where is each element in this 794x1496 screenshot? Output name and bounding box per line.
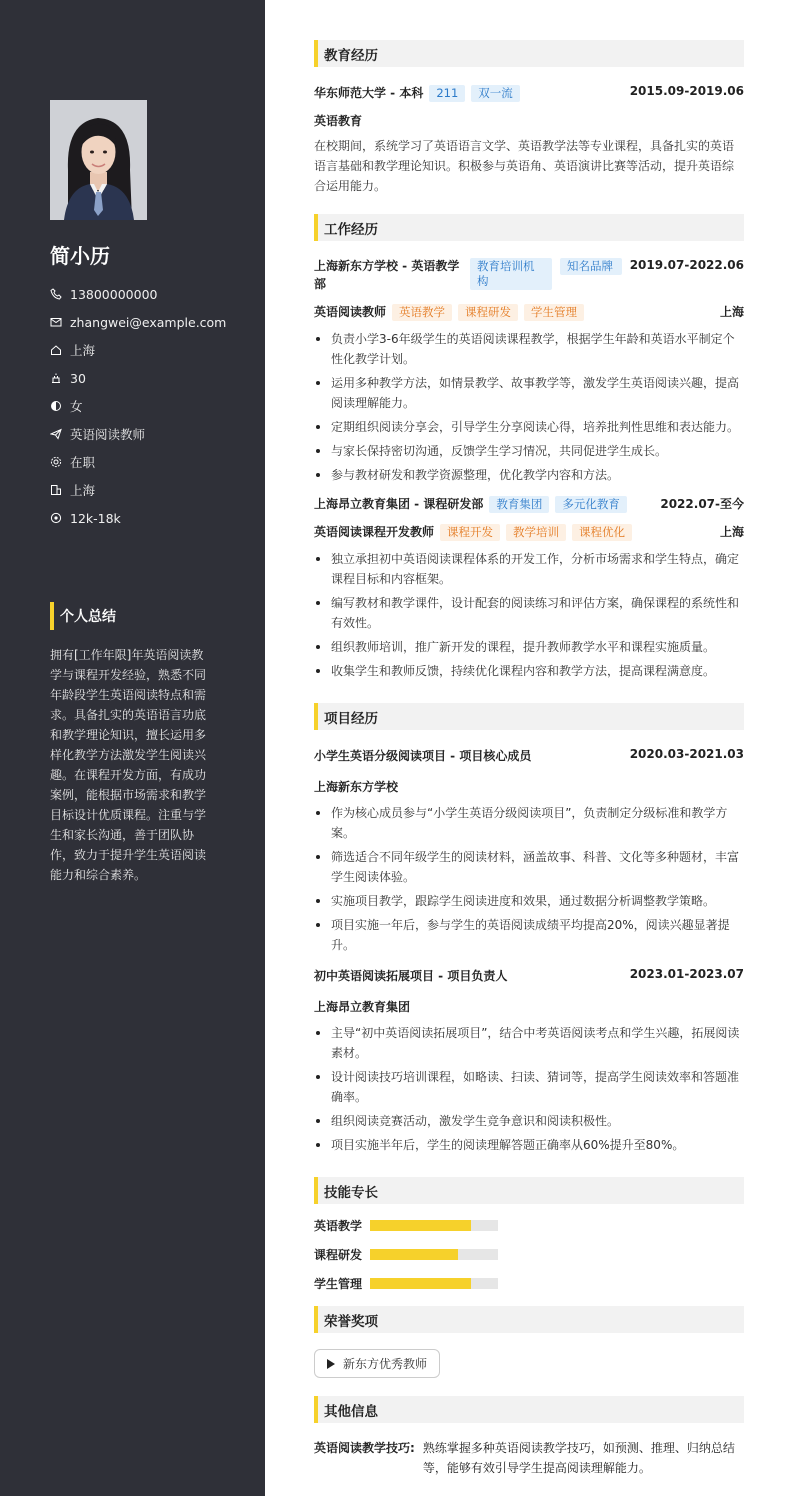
work-company-tag: 知名品牌 — [560, 258, 622, 275]
salary-icon — [50, 512, 62, 524]
project-name: 小学生英语分级阅读项目 - 项目核心成员 — [314, 749, 532, 763]
project-bullets — [314, 1023, 744, 1155]
work-title: 工作经历 — [314, 214, 744, 241]
project-date: 2023.01-2023.07 — [629, 967, 744, 981]
work-bullet: 组织教师培训，推广新开发的课程，提升教师教学水平和课程实施质量。 — [314, 637, 744, 657]
other-title: 其他信息 — [314, 1396, 744, 1423]
play-icon — [327, 1359, 335, 1369]
skill-bar-fill — [370, 1249, 458, 1260]
education-tag: 211 — [429, 85, 465, 102]
info-position — [50, 420, 226, 448]
skill-item — [314, 1246, 524, 1263]
work-role-tag: 教学培训 — [506, 524, 566, 541]
project-item — [314, 967, 744, 1155]
skill-bar — [370, 1220, 498, 1231]
skill-item — [314, 1217, 524, 1234]
main-content — [314, 40, 744, 1478]
work-company-line — [314, 495, 627, 513]
work-company-tag: 多元化教育 — [555, 496, 627, 513]
projects-title: 项目经历 — [314, 703, 744, 730]
work-role-tag: 课程开发 — [440, 524, 500, 541]
project-org: 上海昂立教育集团 — [314, 1000, 411, 1014]
work-company-tag: 教育培训机构 — [470, 258, 552, 290]
project-header — [314, 967, 744, 984]
avatar — [50, 100, 147, 220]
info-status — [50, 448, 226, 476]
work-bullet: 独立承担初中英语阅读课程体系的开发工作，分析市场需求和学生特点，确定课程目标和内容框架。 — [314, 549, 744, 589]
info-text-target-city: 上海 — [70, 483, 96, 498]
project-org: 上海新东方学校 — [314, 780, 399, 794]
work-role-row — [314, 303, 744, 321]
project-item — [314, 747, 744, 955]
education-date: 2015.09-2019.06 — [629, 84, 744, 98]
work-item — [314, 258, 744, 485]
phone-icon — [50, 288, 62, 300]
honors-list — [314, 1349, 744, 1378]
info-email — [50, 308, 226, 336]
age-icon — [50, 372, 62, 384]
info-text-salary: 12k-18k — [70, 510, 121, 526]
summary-title: 个人总结 — [50, 602, 116, 630]
work-date: 2022.07-至今 — [660, 497, 744, 511]
education-major: 英语教育 — [314, 114, 363, 128]
project-name: 初中英语阅读拓展项目 - 项目负责人 — [314, 969, 508, 983]
info-text-age: 30 — [70, 370, 86, 386]
skill-item — [314, 1275, 524, 1292]
project-bullet: 作为核心成员参与“小学生英语分级阅读项目”，负责制定分级标准和教学方案。 — [314, 803, 744, 843]
work-role-tag: 课程优化 — [572, 524, 632, 541]
sidebar — [0, 0, 265, 1496]
other-value: 熟练掌握多种英语阅读教学技巧，如预测、推理、归纳总结等，能够有效引导学生提高阅读理解能力。 — [422, 1441, 735, 1475]
other-item — [314, 1438, 744, 1478]
work-role-row — [314, 523, 744, 541]
work-company: 上海昂立教育集团 - 课程研发部 — [314, 497, 484, 511]
contact-info-list — [50, 280, 226, 532]
info-text-phone: 13800000000 — [70, 286, 158, 302]
work-city: 上海 — [719, 305, 744, 319]
gender-icon — [50, 400, 62, 412]
honors-title: 荣誉奖项 — [314, 1306, 744, 1333]
work-role: 英语阅读课程开发教师 — [314, 525, 435, 539]
home-icon — [50, 344, 62, 356]
info-age — [50, 364, 226, 392]
work-role-tag: 课程研发 — [458, 304, 518, 321]
work-role: 英语阅读教师 — [314, 305, 387, 319]
project-bullet: 项目实施半年后，学生的阅读理解答题正确率从60%提升至80%。 — [314, 1135, 744, 1155]
project-date: 2020.03-2021.03 — [629, 747, 744, 761]
info-location — [50, 336, 226, 364]
work-date: 2019.07-2022.06 — [629, 258, 744, 272]
mail-icon — [50, 316, 62, 328]
work-bullet: 与家长保持密切沟通，反馈学生学习情况，共同促进学生成长。 — [314, 441, 744, 461]
work-item — [314, 495, 744, 681]
skills-grid — [314, 1217, 744, 1292]
work-bullets — [314, 549, 744, 681]
info-text-position: 英语阅读教师 — [70, 427, 146, 442]
work-bullet: 编写教材和教学课件，设计配套的阅读练习和评估方案，确保课程的系统性和有效性。 — [314, 593, 744, 633]
building-icon — [50, 484, 62, 496]
work-bullet: 负责小学3-6年级学生的英语阅读课程教学，根据学生年龄和英语水平制定个性化教学计划。 — [314, 329, 744, 369]
work-bullet: 运用多种教学方法，如情景教学、故事教学等，激发学生英语阅读兴趣，提高阅读理解能力。 — [314, 373, 744, 413]
education-desc: 在校期间，系统学习了英语语言文学、英语教学法等专业课程，具备扎实的英语语言基础和教学理论知识。积极参与英语角、英语演讲比赛等活动，提升英语综合运用能力。 — [314, 139, 735, 193]
skill-name: 英语教学 — [314, 1219, 363, 1233]
work-company: 上海新东方学校 - 英语教学部 — [314, 259, 460, 291]
info-phone — [50, 280, 226, 308]
honor-item[interactable] — [314, 1349, 440, 1378]
work-role-tag: 学生管理 — [524, 304, 584, 321]
work-company-line — [314, 258, 622, 293]
honor-label: 新东方优秀教师 — [343, 1357, 428, 1371]
project-bullet: 项目实施一年后，参与学生的英语阅读成绩平均提高20%，阅读兴趣显著提升。 — [314, 915, 744, 955]
info-text-location: 上海 — [70, 343, 96, 358]
info-text-gender: 女 — [70, 399, 83, 414]
candidate-name: 简小历 — [50, 244, 110, 268]
summary-text: 拥有[工作年限]年英语阅读教学与课程开发经验，熟悉不同年龄段学生英语阅读特点和需求。具备扎实的英语语言功底和教学理论知识，擅长运用多样化教学方法激发学生阅读兴趣。在课程开发方面，有成功案例，能根据市场需求和教学目标设计优质课程。注重与学生和家长沟通，善于团队协作，致力于提升学生英语阅读能力和综合素养。 — [50, 648, 207, 882]
skill-name: 课程研发 — [314, 1248, 363, 1262]
work-city: 上海 — [719, 525, 744, 539]
work-bullet: 参与教材研发和教学资源整理，优化教学内容和方法。 — [314, 465, 744, 485]
info-text-email: zhangwei@example.com — [70, 314, 227, 330]
info-gender — [50, 392, 226, 420]
work-company-tag: 教育集团 — [489, 496, 549, 513]
skill-bar-fill — [370, 1220, 471, 1231]
project-header — [314, 747, 744, 764]
project-bullet: 设计阅读技巧培训课程，如略读、扫读、猜词等，提高学生阅读效率和答题准确率。 — [314, 1067, 744, 1107]
work-company-row — [314, 258, 744, 293]
education-school: 华东师范大学 - 本科 — [314, 86, 424, 100]
work-role-line — [314, 523, 632, 541]
skill-name: 学生管理 — [314, 1277, 363, 1291]
project-bullet: 实施项目教学，跟踪学生阅读进度和效果，通过数据分析调整教学策略。 — [314, 891, 744, 911]
work-company-row — [314, 495, 744, 513]
other-key: 英语阅读教学技巧: — [314, 1441, 415, 1455]
skills-title: 技能专长 — [314, 1177, 744, 1204]
send-icon — [50, 428, 62, 440]
info-salary — [50, 504, 226, 532]
project-bullets — [314, 803, 744, 955]
project-bullet: 筛选适合不同年级学生的阅读材料，涵盖故事、科普、文化等多种题材，丰富学生阅读体验。 — [314, 847, 744, 887]
skill-bar — [370, 1278, 498, 1289]
info-text-status: 在职 — [70, 455, 96, 470]
work-bullet: 收集学生和教师反馈，持续优化课程内容和教学方法，提高课程满意度。 — [314, 661, 744, 681]
education-tag: 双一流 — [471, 85, 520, 102]
education-header — [314, 84, 744, 102]
education-school-line — [314, 84, 520, 102]
skill-bar — [370, 1249, 498, 1260]
project-bullet: 组织阅读竞赛活动，激发学生竞争意识和阅读积极性。 — [314, 1111, 744, 1131]
status-icon — [50, 456, 62, 468]
project-bullet: 主导“初中英语阅读拓展项目”，结合中考英语阅读考点和学生兴趣，拓展阅读素材。 — [314, 1023, 744, 1063]
work-role-tag: 英语教学 — [392, 304, 452, 321]
education-title: 教育经历 — [314, 40, 744, 67]
skill-bar-fill — [370, 1278, 471, 1289]
work-role-line — [314, 303, 584, 321]
info-target-city — [50, 476, 226, 504]
work-bullet: 定期组织阅读分享会，引导学生分享阅读心得，培养批判性思维和表达能力。 — [314, 417, 744, 437]
work-bullets — [314, 329, 744, 485]
avatar-photo — [50, 100, 147, 220]
